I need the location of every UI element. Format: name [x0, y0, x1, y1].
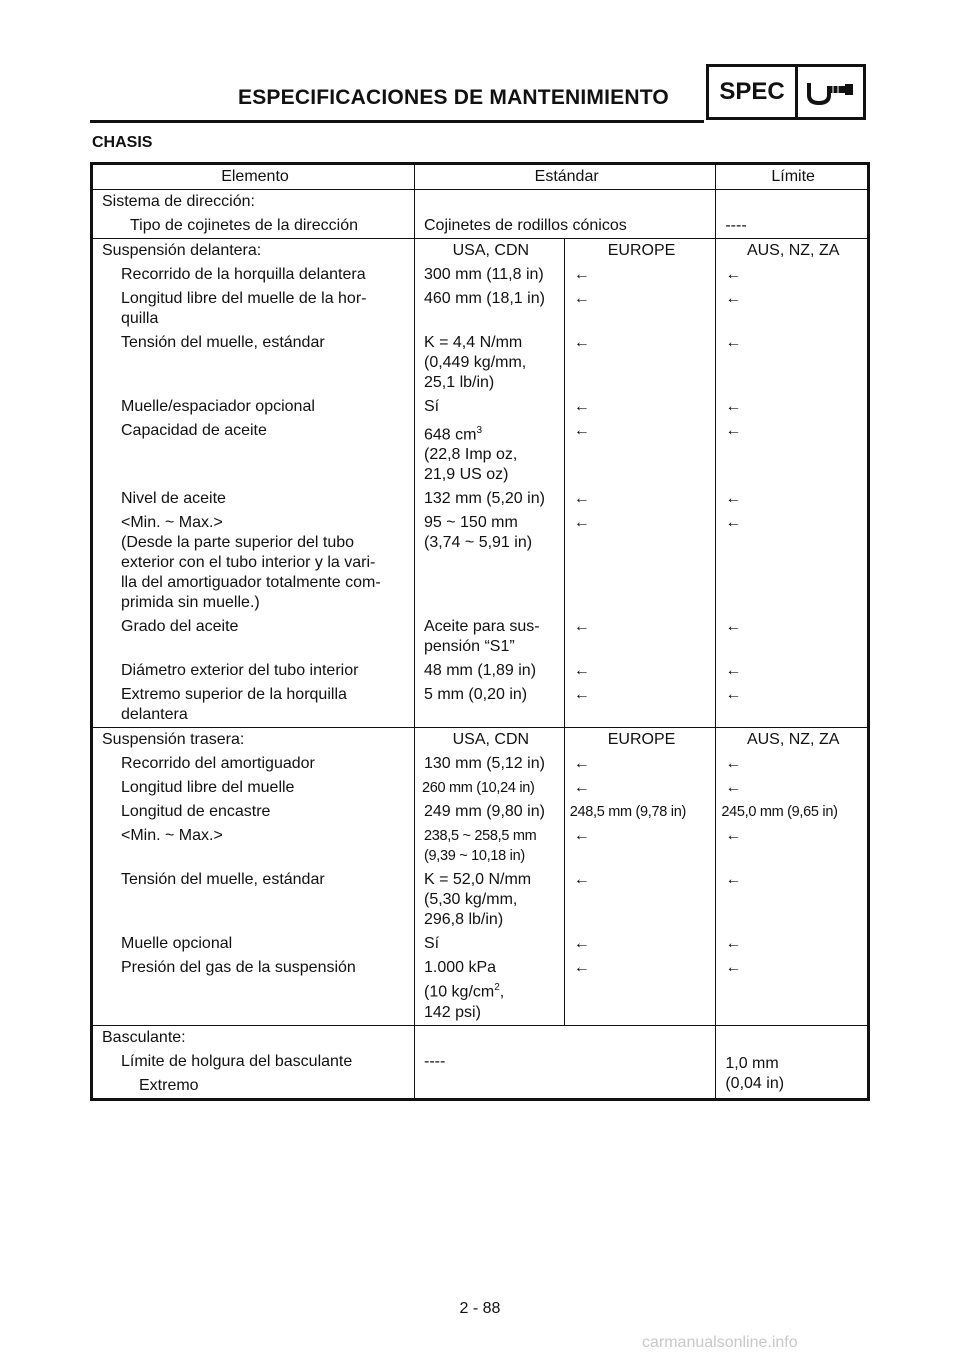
cell-value: ←	[725, 827, 742, 845]
cell-value: ----	[414, 1025, 715, 1099]
row-label: Longitud libre del muelle de la hor- quilla	[92, 287, 415, 331]
chassis-spec-table	[90, 162, 870, 1101]
cell-value: ←	[716, 683, 869, 728]
table-row	[92, 659, 869, 683]
cell-value: 130 mm (5,12 in)	[414, 752, 564, 776]
cell-value: ←	[564, 487, 716, 511]
cell-value: ←	[564, 956, 716, 1025]
cell-value: ←	[564, 395, 716, 419]
cell-value: 238,5 ~ 258,5 mm (9,39 ~ 10,18 in)	[414, 824, 564, 868]
cell-value: ←	[725, 871, 742, 889]
cell-value: Sí	[414, 395, 564, 419]
row-label: Diámetro exterior del tubo interior	[92, 659, 415, 683]
cell-value: 132 mm (5,20 in)	[414, 487, 564, 511]
cell-value: 5 mm (0,20 in)	[414, 683, 564, 728]
cell-value: ←	[564, 683, 716, 728]
cell-value: ←	[564, 615, 716, 659]
table-row	[92, 419, 869, 487]
table-row	[92, 728, 869, 753]
table-row	[92, 776, 869, 800]
spec-badge	[706, 64, 866, 120]
row-label: Extremo superior de la horquilla delantera	[92, 683, 415, 728]
table-row	[92, 487, 869, 511]
cell-value: K = 52,0 N/mm (5,30 kg/mm, 296,8 lb/in)	[414, 868, 564, 932]
row-label: Capacidad de aceite	[92, 419, 415, 487]
cell-value: 1.000 kPa (10 $kg/cm^2$, 142 psi)	[414, 956, 564, 1025]
cell-value: 300 mm (11,8 in)	[414, 263, 564, 287]
cell-value: ←	[564, 932, 716, 956]
region-label: USA, CDN	[414, 239, 564, 264]
cell-value: ←	[564, 868, 716, 932]
micrometer-icon	[798, 67, 863, 117]
cell-value: 245,0 mm (9,65 in)	[721, 804, 838, 821]
cell-value: ←	[564, 511, 716, 615]
cell-value: ←	[725, 398, 742, 415]
table-row	[92, 615, 869, 659]
cell-value: Cojinetes de rodillos cónicos	[414, 190, 715, 239]
cell-value: ←	[564, 263, 716, 287]
header-limit: Límite	[716, 164, 869, 190]
table-row	[92, 683, 869, 728]
row-label: Recorrido de la horquilla delantera	[92, 263, 415, 287]
cell-value: ←	[725, 755, 742, 773]
cell-value: ←	[725, 618, 742, 636]
region-label: AUS, NZ, ZA	[746, 242, 840, 259]
table-row	[92, 956, 869, 1025]
group-label: Sistema de dirección: Tipo de cojinetes de la dirección	[92, 190, 415, 239]
header-item: Elemento	[92, 164, 415, 190]
row-label: Muelle/espaciador opcional	[92, 395, 415, 419]
spec-badge-label: SPEC	[709, 67, 798, 117]
page-header-title: ESPECIFICACIONES DE MANTENIMIENTO	[238, 86, 669, 109]
table-row	[92, 752, 869, 776]
cell-value: ←	[716, 956, 869, 1025]
table-row	[92, 932, 869, 956]
region-label: USA, CDN	[414, 728, 564, 753]
cell-value: ←	[564, 287, 716, 331]
table-row	[92, 263, 869, 287]
header-rule	[90, 120, 704, 123]
cell-value: 95 ~ 150 mm (3,74 ~ 5,91 in)	[414, 511, 564, 615]
page-number: 2 - 88	[459, 1300, 501, 1317]
table-row	[92, 824, 869, 868]
table-row	[92, 287, 869, 331]
cell-value: ←	[564, 752, 716, 776]
row-label: Tensión del muelle, estándar	[92, 868, 415, 932]
cell-value: ←	[725, 490, 742, 508]
row-label: Grado del aceite	[92, 615, 415, 659]
cell-value: ←	[725, 266, 742, 283]
region-label: EUROPE	[564, 728, 716, 753]
cell-value: ←	[564, 824, 716, 868]
cell-value: ←	[725, 779, 742, 797]
group-label: Suspensión trasera:	[92, 728, 415, 753]
table-row	[92, 868, 869, 932]
table-row	[92, 800, 869, 824]
cell-limit: ----	[716, 190, 869, 239]
row-label: Nivel de aceite	[92, 487, 415, 511]
table-row	[92, 395, 869, 419]
row-label: Recorrido del amortiguador	[92, 752, 415, 776]
table-row	[92, 331, 869, 395]
cell-value: ←	[725, 290, 742, 307]
cell-value: 48 mm (1,89 in)	[414, 659, 564, 683]
cell-value: 249 mm (9,80 in)	[414, 800, 564, 824]
region-label: EUROPE	[564, 239, 716, 264]
cell-value: 460 mm (18,1 in)	[414, 287, 564, 331]
table-row	[92, 1025, 869, 1099]
table-row	[92, 239, 869, 264]
cell-value: 248,5 mm (9,78 in)	[564, 800, 716, 824]
section-title: CHASIS	[92, 134, 153, 151]
region-label: AUS, NZ, ZA	[746, 731, 840, 749]
row-label: Presión del gas de la suspensión	[92, 956, 415, 1025]
table-header-row	[92, 164, 869, 190]
cell-value: ←	[564, 331, 716, 395]
cell-value: K = 4,4 N/mm (0,449 kg/mm, 25,1 lb/in)	[414, 331, 564, 395]
row-label: Longitud libre del muelle	[92, 776, 415, 800]
cell-value: ←	[725, 334, 742, 351]
row-label: Tensión del muelle, estándar	[92, 331, 415, 395]
table-row	[92, 190, 869, 239]
row-label: Muelle opcional	[92, 932, 415, 956]
row-label: <Min. ~ Max.>	[92, 824, 415, 868]
cell-value: Sí	[414, 932, 564, 956]
cell-value: 260 mm (10,24 in)	[414, 776, 564, 800]
row-label: Longitud de encastre	[92, 800, 415, 824]
cell-value: ←	[564, 419, 716, 487]
header-standard: Estándar	[414, 164, 715, 190]
cell-value: ←	[564, 659, 716, 683]
cell-value: ←	[725, 935, 742, 953]
row-label: <Min. ~ Max.> (Desde la parte superior del tubo exterior con el tubo interior y la vari- lla del amortiguador totalmente com- primida sin muelle.)	[92, 511, 415, 615]
cell-value: ←	[564, 776, 716, 800]
cell-value: ←	[725, 662, 742, 680]
table-row	[92, 511, 869, 615]
group-label: Suspensión delantera:	[92, 239, 415, 264]
cell-value: Aceite para sus- pensión “S1”	[414, 615, 564, 659]
cell-limit: 1,0 mm (0,04 in)	[725, 1054, 785, 1092]
cell-value: 648 $cm^3$ (22,8 Imp oz, 21,9 US oz)	[414, 419, 564, 487]
cell-value: ←	[725, 514, 742, 532]
group-label: Basculante: Límite de holgura del basculante Extremo	[92, 1025, 415, 1099]
watermark: carmanualsonline.info	[642, 1334, 798, 1351]
cell-value: ←	[725, 422, 742, 439]
